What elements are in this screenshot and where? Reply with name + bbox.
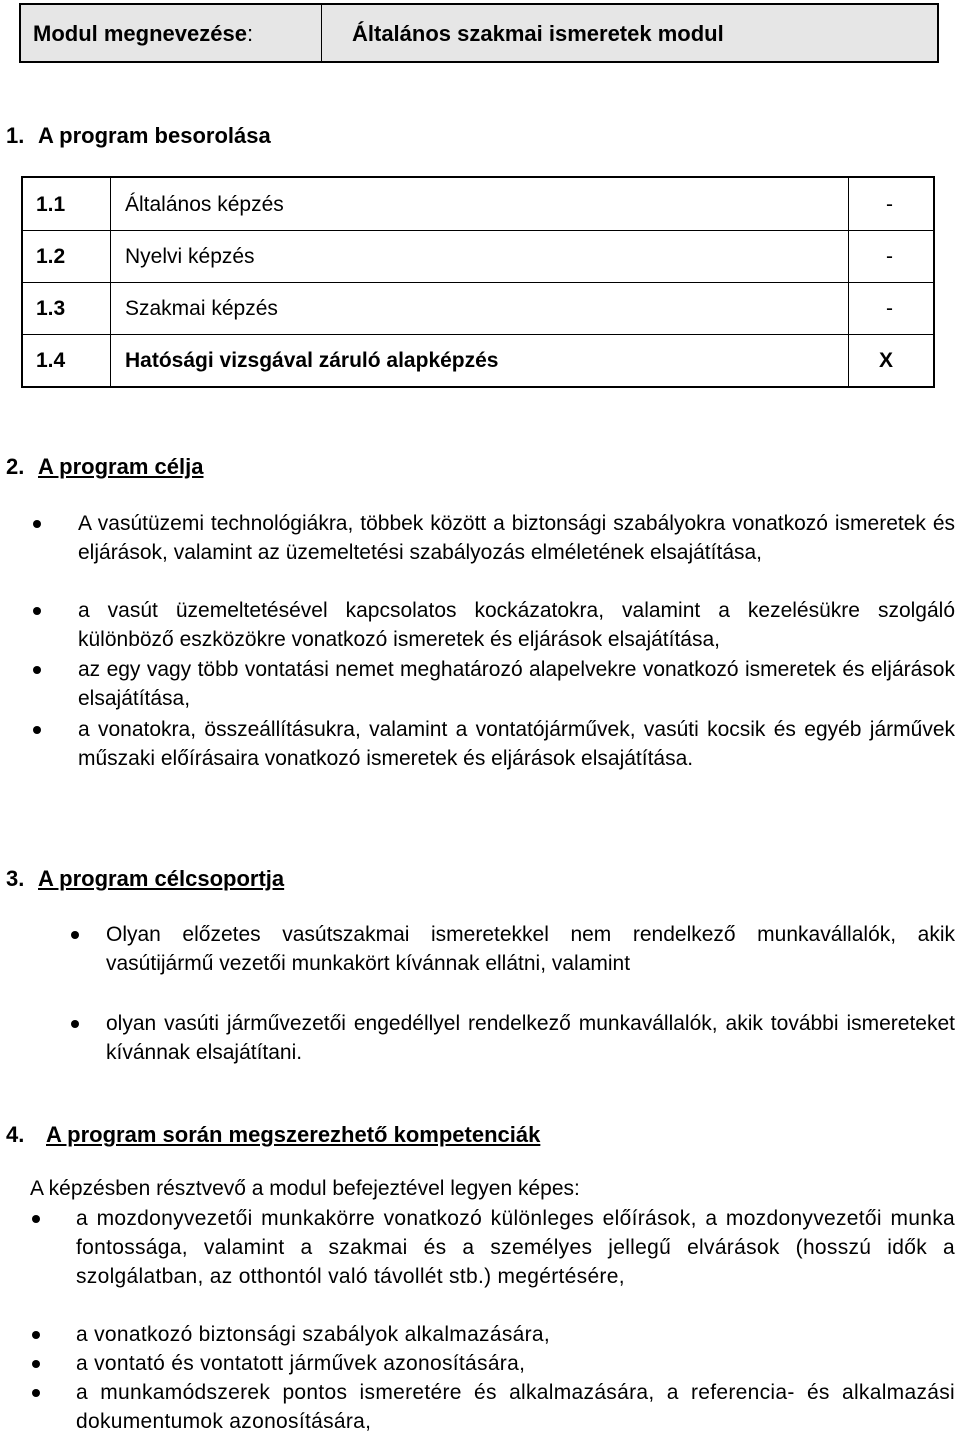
bullet-icon [32, 1360, 40, 1368]
row-name: Hatósági vizsgával záruló alapképzés [125, 349, 499, 372]
section3-number: 3. [6, 866, 25, 891]
section4-intro: A képzésben résztvevő a modul befejeztével legyen képes: [30, 1177, 580, 1200]
list-item-text: a munkamódszerek pontos ismeretére és alkalmazására, a referencia- és alkalmazási dokumentumok azonosítására, [76, 1381, 955, 1433]
section4-heading [6, 1120, 540, 1149]
row-name: Szakmai képzés [125, 297, 278, 320]
module-value: Általános szakmai ismeretek modul [352, 20, 724, 46]
module-label: Modul megnevezése [33, 20, 247, 46]
section4-competence-list [76, 1204, 955, 1436]
list-item [78, 655, 955, 715]
bullet-icon [33, 666, 41, 674]
section2-title: A program célja [38, 454, 204, 479]
list-item-text: olyan vasúti járművezetői engedéllyel rendelkező munkavállalók, akik további ismereteket kívánnak elsajátítani. [106, 1012, 955, 1064]
section1-heading [6, 121, 271, 150]
section4-title: A program során megszerezhető kompetenciák [46, 1122, 541, 1147]
section1-number: 1. [6, 123, 25, 148]
row-name: Nyelvi képzés [125, 245, 255, 268]
module-label-cell [21, 5, 322, 61]
table-row [23, 282, 933, 335]
list-item-text: Olyan előzetes vasútszakmai ismeretekkel nem rendelkező munkavállalók, akik vasútijármű vezetői munkakört kívánnak ellátni, valamint [106, 923, 955, 975]
list-item [78, 596, 955, 655]
bullet-icon [33, 607, 41, 615]
classification-table [21, 176, 935, 388]
section2-number: 2. [6, 454, 25, 479]
bullet-icon [71, 1020, 79, 1028]
list-item [76, 1378, 955, 1436]
bullet-icon [32, 1331, 40, 1339]
module-header-box [19, 3, 939, 63]
list-item-text: A vasútüzemi technológiákra, többek között a biztonsági szabályokra vonatkozó ismeretek és eljárások, valamint az üzemeltetési szabályozás elméletének elsajátítása, [78, 512, 955, 564]
section3-title: A program célcsoportja [38, 866, 285, 891]
list-item [78, 715, 955, 802]
list-item [76, 1349, 955, 1378]
row-number: 1.2 [36, 245, 66, 268]
row-number: 1.3 [36, 297, 66, 320]
module-value-cell [322, 5, 937, 61]
module-label-colon: : [246, 20, 254, 46]
row-value: - [886, 245, 893, 268]
section1-title: A program besorolása [38, 123, 271, 148]
row-value: - [886, 193, 893, 216]
list-item-text: a vasút üzemeltetésével kapcsolatos kockázatokra, valamint a kezelésükre szolgáló különböző eszközökre vonatkozó ismeretek és eljárások elsajátítása, [78, 599, 955, 651]
bullet-icon [33, 726, 41, 734]
list-item-text: az egy vagy több vontatási nemet meghatározó alapelvekre vonatkozó ismeretek és eljárások elsajátítása, [78, 658, 955, 710]
list-item-text: a vonatokra, összeállításukra, valamint a vontatójárművek, vasúti kocsik és egyéb járművek műszaki előírásaira vonatkozó ismeretek és eljárások elsajátítása. [78, 718, 955, 770]
bullet-icon [32, 1389, 40, 1397]
section3-heading [6, 864, 284, 893]
table-row [23, 230, 933, 283]
list-item [76, 1320, 955, 1349]
row-number: 1.1 [36, 193, 66, 216]
section2-goal-list [78, 509, 955, 802]
section3-target-group-list [106, 920, 955, 1067]
list-item-text: a mozdonyvezetői munkakörre vonatkozó különleges előírások, a mozdonyvezetői munka fontossága, valamint a szakmai és a személyes jellegű elvárások (hosszú idők a szolgálatban, az otthontól való távollét stb.) megértésére, [76, 1207, 955, 1288]
bullet-icon [71, 931, 79, 939]
bullet-icon [33, 520, 41, 528]
list-item [106, 1009, 955, 1067]
row-value: - [886, 297, 893, 320]
bullet-icon [32, 1215, 40, 1223]
list-item-text: a vontató és vontatott járművek azonosítására, [76, 1352, 526, 1375]
list-item [106, 920, 955, 1009]
section2-heading [6, 452, 203, 481]
list-item [78, 509, 955, 596]
row-number: 1.4 [36, 349, 66, 372]
list-item [76, 1204, 955, 1320]
section4-number: 4. [6, 1122, 25, 1147]
row-value: X [878, 349, 893, 372]
table-row [23, 334, 933, 387]
list-item-text: a vonatkozó biztonsági szabályok alkalmazására, [76, 1323, 551, 1346]
table-row [23, 178, 933, 231]
row-name: Általános képzés [125, 193, 284, 216]
